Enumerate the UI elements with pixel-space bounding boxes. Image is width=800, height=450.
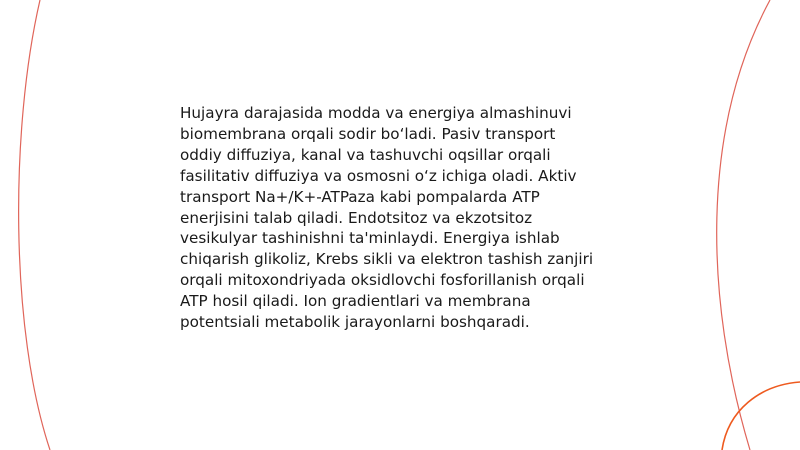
left-curve-line: [19, 0, 50, 450]
body-paragraph: Hujayra darajasida modda va energiya almashinuvi biomembrana orqali sodir bo‘ladi. Pasiv transport oddiy diffuziya, kanal va tashuvchi oqsillar orqali fasilitativ diffuziya va osmosni o‘z ichiga oladi. Aktiv transport Na+/K+-ATPaza kabi pompalarda ATP enerjisini talab qiladi. Endotsitoz va ekzotsitoz vesikulyar tashinishni ta'minlaydi. Energiya ishlab chiqarish glikoliz, Krebs sikli va elektron tashish zanjiri orqali mitoxondriyada oksidlovchi fosforillanish orqali ATP hosil qiladi. Ion gradientlari va membrana potentsiali metabolik jarayonlarni boshqaradi.: [180, 104, 594, 332]
bottom-right-orange-arc: [722, 382, 800, 450]
right-curve-line: [717, 0, 770, 450]
